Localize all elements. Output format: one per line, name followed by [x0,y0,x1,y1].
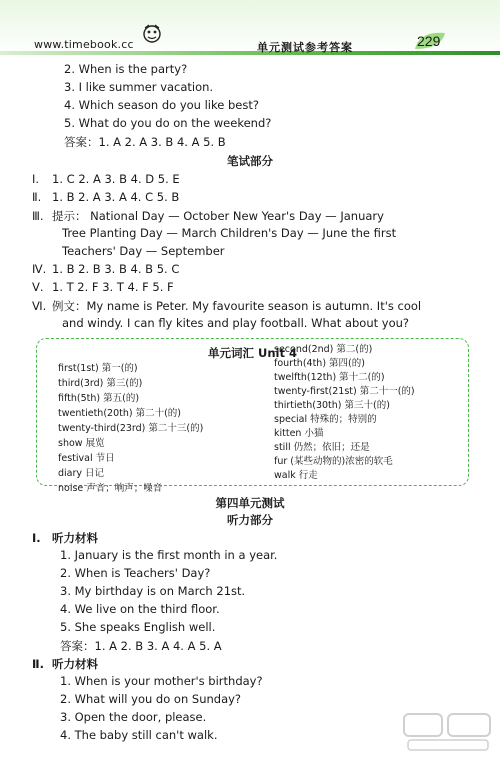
written-row-2 [32,190,179,204]
list-item: 1. January is the first month in a year. [60,548,278,562]
list-item: 2. What will you do on Sunday? [60,692,242,706]
page-header [0,0,500,56]
answer-line: 答案：1. A 2. A 3. B 4. A 5. B [64,135,226,149]
list-item: 2. When is Teachers' Day? [60,566,211,580]
vocab-item: festival 节日 [58,453,115,464]
roman-numeral: Ⅰ. [32,531,41,545]
list-item: 3. My birthday is on March 21st. [60,584,246,598]
vocab-item: second(2nd) 第二(的) [274,344,373,355]
row-text: 提示： National Day — October New Year's Day — January [52,209,384,223]
list-item: 5. She speaks English well. [60,620,216,634]
written-row-3 [32,208,384,224]
row-text: 1. T 2. F 3. T 4. F 5. F [52,280,174,294]
vocab-item: kitten 小猫 [274,428,324,439]
written-row-4 [32,262,179,276]
vocab-item: still 仍然；依旧；还是 [274,442,370,453]
written-row-6 [32,298,421,314]
listening-2-header [32,656,98,672]
vocabulary-title: 单元词汇 Unit 4 [208,346,297,360]
vocab-item: first(1st) 第一(的) [58,363,138,374]
roman-numeral: Ⅴ. [32,280,44,294]
watermark-logo-icon [400,710,496,755]
list-item: 3. Open the door, please. [60,710,207,724]
vocab-item: fifth(5th) 第五(的) [58,393,140,404]
site-url: www.timebook.cc [34,38,134,51]
list-item: 3. I like summer vacation. [64,80,214,94]
written-row-5 [32,280,174,294]
answer-line: 答案：1. A 2. B 3. A 4. A 5. A [60,639,222,653]
vocab-item: show 展览 [58,438,105,449]
unit4-title: 第四单元测试 [215,496,285,510]
vocab-item: fur (某些动物的)浓密的软毛 [274,456,393,467]
vocab-item: twenty-third(23rd) 第二十三(的) [58,423,204,434]
vocab-item: twelfth(12th) 第十二(的) [274,372,385,383]
vocab-item: twentieth(20th) 第二十(的) [58,408,181,419]
vocab-item: fourth(4th) 第四(的) [274,358,365,369]
row-text: 例文：My name is Peter. My favourite season is autumn. It's cool [52,299,422,313]
mascot-icon [140,22,164,46]
header-divider [0,51,500,55]
written-section-title: 笔试部分 [227,154,273,168]
listening-1-header [32,530,98,546]
list-item: 2. When is the party? [64,62,188,76]
vocab-item: special 特殊的；特别的 [274,414,377,425]
running-title: 单元测试参考答案 [257,41,353,54]
vocab-item: walk 行走 [274,470,318,481]
row-text: 1. B 2. B 3. B 4. B 5. C [52,262,180,276]
listening-section-title: 听力部分 [227,513,273,527]
roman-numeral: Ⅲ. [32,209,44,223]
list-item: 5. What do you do on the weekend? [64,116,272,130]
list-item: 4. Which season do you like best? [64,98,259,112]
vocab-item: third(3rd) 第三(的) [58,378,143,389]
page-number: 229 [417,33,441,49]
roman-numeral: Ⅵ. [32,299,47,313]
written-row-3-cont: Teachers' Day — September [62,244,225,258]
roman-numeral: Ⅰ. [32,172,40,186]
row-text: 1. B 2. A 3. A 4. C 5. B [52,190,180,204]
roman-numeral: Ⅱ. [32,657,44,671]
section-label: 听力材料 [52,531,98,545]
vocab-item: twenty-first(21st) 第二十一(的) [274,386,415,397]
written-row-1 [32,172,180,186]
roman-numeral: Ⅱ. [32,190,42,204]
written-row-6-cont: and windy. I can fly kites and play football. What about you? [62,316,410,330]
vocab-item: noise 声音；响声；噪音 [58,483,163,494]
list-item: 1. When is your mother's birthday? [60,674,263,688]
written-row-3-cont: Tree Planting Day — March Children's Day — June the first [62,226,397,240]
vocab-item: diary 日记 [58,468,105,479]
list-item: 4. We live on the third floor. [60,602,220,616]
section-label: 听力材料 [52,657,98,671]
roman-numeral: Ⅳ. [32,262,47,276]
row-text: 1. C 2. A 3. B 4. D 5. E [52,172,180,186]
vocab-item: thirtieth(30th) 第三十(的) [274,400,390,411]
list-item: 4. The baby still can't walk. [60,728,218,742]
